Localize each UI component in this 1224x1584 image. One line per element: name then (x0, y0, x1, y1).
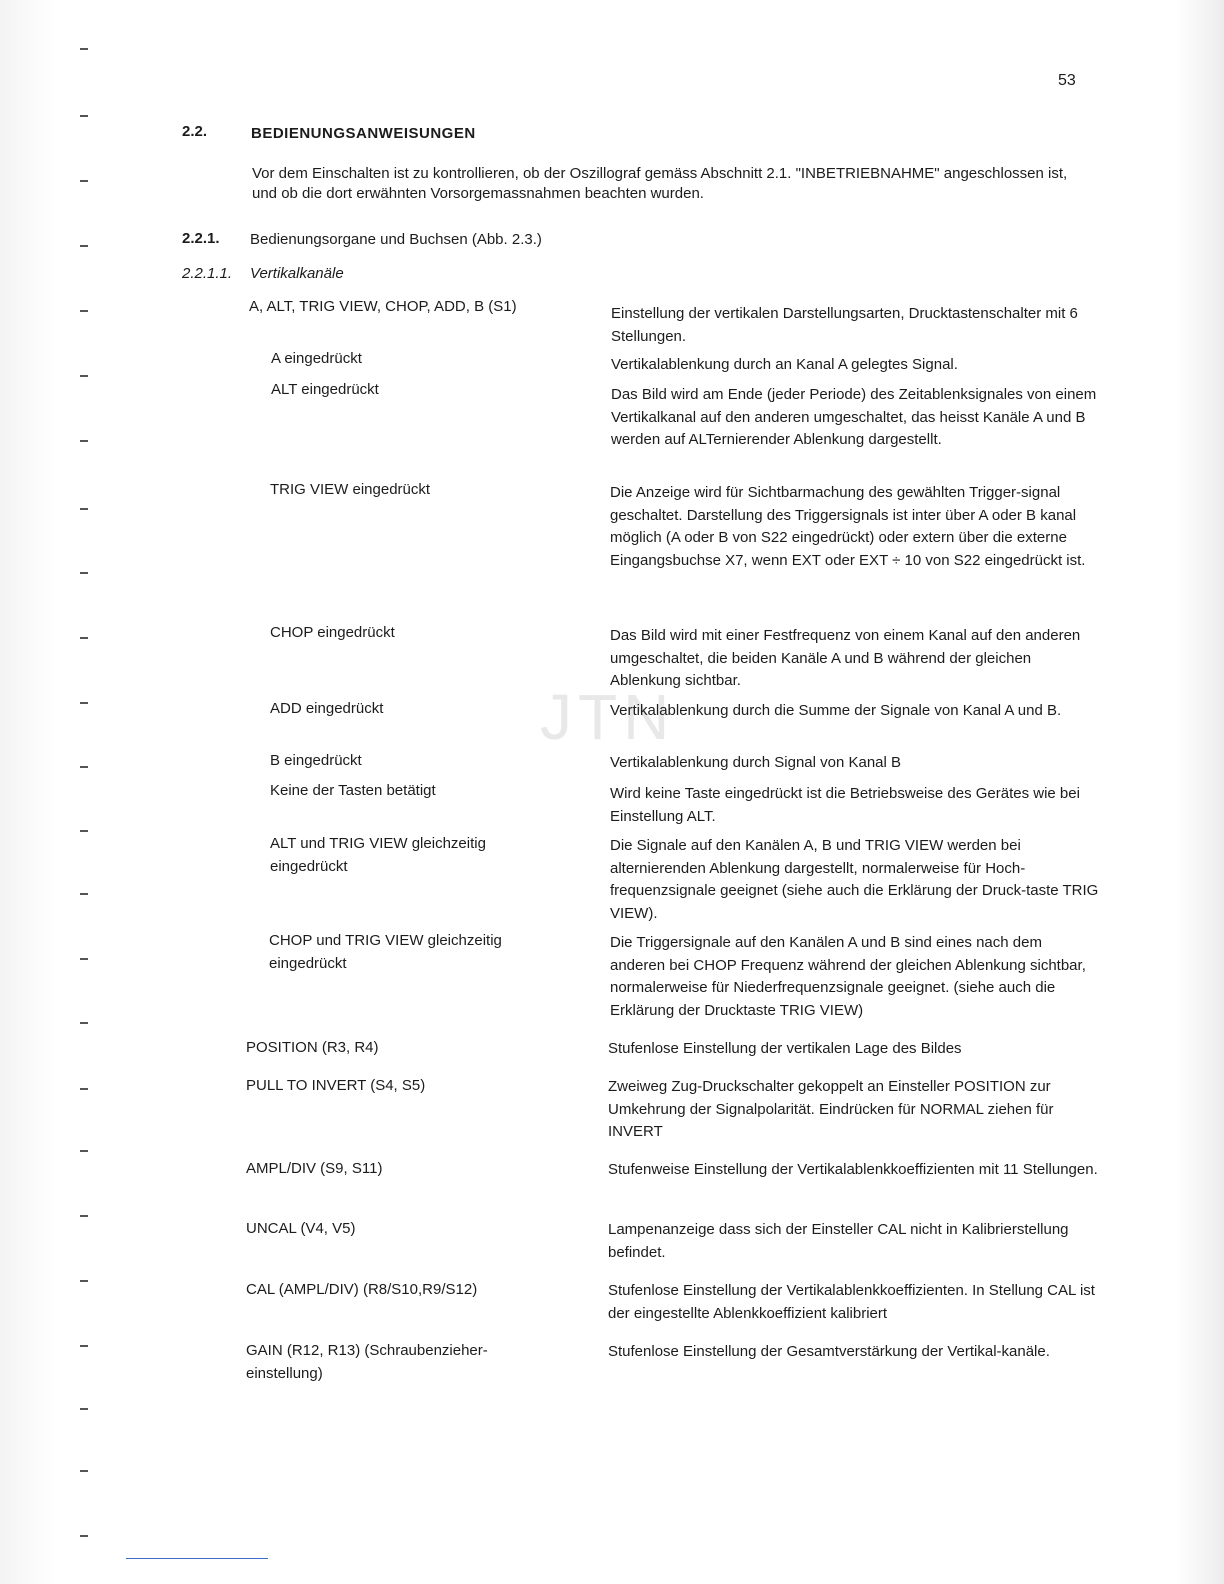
item-desc-chop: Das Bild wird mit einer Festfrequenz von einem Kanal auf den anderen umgeschaltet, die beiden Kanäle A und B während der gleichen Ablenkung sichtbar. (610, 627, 1081, 689)
binding-edge (0, 0, 58, 1584)
item-desc-chop-trig: Die Triggersignale auf den Kanälen A und B sind eines nach dem anderen bei CHOP Frequenz während der gleichen Ablenkung sichtbar, normalerweise für Niederfrequenzsignale geeignet. (siehe auch die Erklärung der Drucktaste TRIG VIEW) (610, 934, 1086, 1019)
item-label-uncal: UNCAL (V4, V5) (246, 1220, 356, 1237)
item-desc-alt: Das Bild wird am Ende (jeder Periode) des Zeitablenksignales von einem Vertikalkanal auf den anderen umgeschaltet, das heisst Kanäle A und B werden auf ALTernierender Ablenkung dargestellt. (611, 386, 1097, 448)
item-desc-gain: Stufenlose Einstellung der Gesamtverstärkung der Vertikal-kanäle. (608, 1343, 1050, 1360)
item-label-add: ADD eingedrückt (270, 700, 384, 717)
item-desc-mode-switch: Einstellung der vertikalen Darstellungsarten, Drucktastenschalter mit 6 Stellungen. (611, 305, 1078, 345)
item-desc-a: Vertikalablenkung durch an Kanal A gelegtes Signal. (611, 356, 958, 373)
subsubsection-title: Vertikalkanäle (250, 265, 344, 282)
section-number: 2.2. (182, 123, 208, 140)
item-desc-ampl-div: Stufenweise Einstellung der Vertikalablenkkoeffizienten mit 11 Stellungen. (608, 1161, 1098, 1178)
item-desc-trig-view: Die Anzeige wird für Sichtbarmachung des gewählten Trigger-signal geschaltet. Darstellung des Triggersignals ist inter über A oder B kanal möglich (A oder B von S22 eingedrückt) oder extern über die externe Eingangsbuchse X7, wenn EXT oder EXT ÷ 10 von S22 eingedrückt ist. (610, 484, 1086, 569)
item-label-none: Keine der Tasten betätigt (270, 782, 436, 799)
item-desc-pull-invert: Zweiweg Zug-Druckschalter gekoppelt an Einsteller POSITION zur Umkehrung der Signalpolarität. Eindrücken für NORMAL ziehen für INVERT (608, 1078, 1054, 1140)
item-label-a: A eingedrückt (271, 350, 362, 367)
subsubsection-number: 2.2.1.1. (182, 265, 233, 282)
subsection-number: 2.2.1. (182, 230, 220, 247)
item-label-pull-invert: PULL TO INVERT (S4, S5) (246, 1077, 426, 1094)
item-label-alt-trig: ALT und TRIG VIEW gleichzeitig eingedrückt (270, 835, 486, 875)
item-desc-uncal: Lampenanzeige dass sich der Einsteller CAL nicht in Kalibrierstellung befindet. (608, 1221, 1069, 1261)
item-desc-none: Wird keine Taste eingedrückt ist die Betriebsweise des Gerätes wie bei Einstellung ALT. (610, 785, 1080, 825)
item-label-cal: CAL (AMPL/DIV) (R8/S10,R9/S12) (246, 1281, 478, 1298)
footer-rule (126, 1558, 268, 1559)
subsection-title: Bedienungsorgane und Buchsen (Abb. 2.3.) (250, 231, 542, 248)
item-label-chop: CHOP eingedrückt (270, 624, 395, 641)
page-edge-shadow (1176, 0, 1224, 1584)
item-label-chop-trig: CHOP und TRIG VIEW gleichzeitig eingedrückt (269, 932, 502, 972)
item-desc-b: Vertikalablenkung durch Signal von Kanal B (610, 754, 902, 771)
item-label-alt: ALT eingedrückt (271, 381, 379, 398)
item-label-b: B eingedrückt (270, 752, 362, 769)
item-desc-alt-trig: Die Signale auf den Kanälen A, B und TRIG VIEW werden bei alternierenden Ablenkung dargestellt, normalerweise für Hoch-frequenzsignale geeignet (siehe auch die Erklärung der Druck-taste TRIG VIEW). (610, 837, 1099, 922)
item-desc-position: Stufenlose Einstellung der vertikalen Lage des Bildes (608, 1040, 962, 1057)
item-label-position: POSITION (R3, R4) (246, 1039, 379, 1056)
intro-paragraph: Vor dem Einschalten ist zu kontrollieren, ob der Oszillograf gemäss Abschnitt 2.1. "INBETRIEBNAHME" angeschlossen ist, und ob die dort erwähnten Vorsorgemassnahmen beachten wurden. (252, 165, 1068, 202)
item-label-mode-switch: A, ALT, TRIG VIEW, CHOP, ADD, B (S1) (249, 298, 517, 315)
watermark: JTN (540, 681, 676, 753)
item-label-ampl-div: AMPL/DIV (S9, S11) (246, 1160, 383, 1177)
section-title: BEDIENUNGSANWEISUNGEN (251, 125, 476, 142)
item-label-gain: GAIN (R12, R13) (Schraubenzieher-einstellung) (246, 1342, 488, 1382)
item-label-trig-view: TRIG VIEW eingedrückt (270, 481, 431, 498)
page-number: 53 (1058, 72, 1076, 89)
item-desc-cal: Stufenlose Einstellung der Vertikalablenkkoeffizienten. In Stellung CAL ist der eingestellte Ablenkkoeffizient kalibriert (608, 1282, 1095, 1322)
item-desc-add: Vertikalablenkung durch die Summe der Signale von Kanal A und B. (610, 702, 1062, 719)
